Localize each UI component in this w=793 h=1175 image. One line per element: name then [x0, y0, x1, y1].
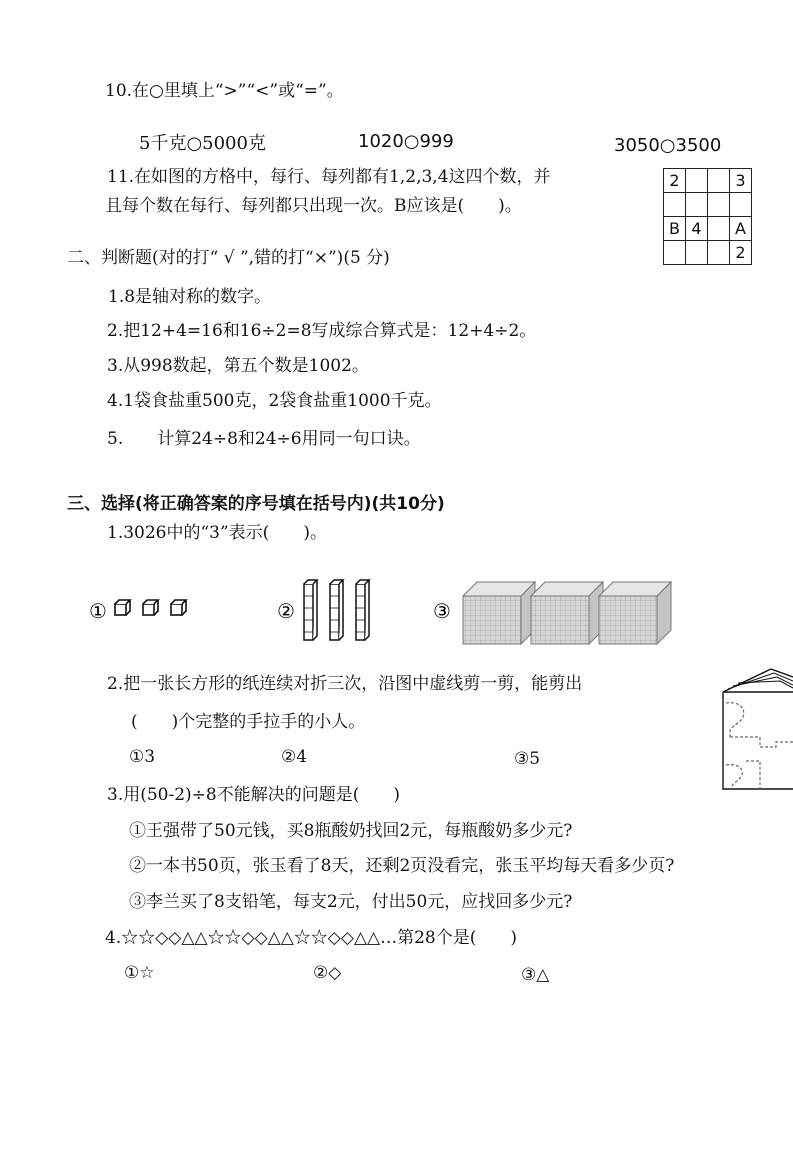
s3-q4-option-3: ③△: [521, 965, 550, 985]
s3-q2-line-1: 2.把一张长方形的纸连续对折三次，沿图中虚线剪一剪，能剪出: [107, 674, 583, 694]
unit-cube: [143, 600, 158, 615]
place-value-figure: [85, 570, 685, 650]
grid-cell: [708, 169, 730, 193]
s3-q2-option-3: ③5: [514, 749, 541, 769]
unit-cube: [115, 600, 130, 615]
grid-cell: [686, 241, 708, 265]
s3-q2-option-2: ②4: [281, 747, 308, 767]
thousand-cube: [531, 582, 603, 644]
ten-rod: [304, 580, 317, 640]
folded-paper-figure: [716, 665, 793, 793]
section2-item-4: 4.1袋食盐重500克，2袋食盐重1000千克。: [107, 391, 442, 411]
grid-cell: 2: [664, 169, 686, 193]
ten-rod: [356, 580, 369, 640]
grid-row: [664, 193, 752, 217]
thousand-cube: [599, 582, 671, 644]
cut-line: [726, 703, 793, 789]
section2-title: 二、判断题(对的打“ √ ”,错的打“×”)(5 分): [67, 248, 390, 268]
q10-item-1: 5千克○5000克: [139, 133, 266, 154]
thousand-cube: [463, 582, 535, 644]
grid-cell: A: [730, 217, 752, 241]
section2-item-5: 5. 计算24÷8和24÷6用同一句口诀。: [107, 429, 421, 449]
s3-q4-option-2: ②◇: [313, 963, 342, 983]
s3-q2-option-1: ①3: [129, 747, 156, 767]
s3-q4-text: 4.☆☆◇◇△△☆☆◇◇△△☆☆◇◇△△…第28个是( ): [105, 928, 518, 948]
grid-row: [664, 241, 752, 265]
option-1-label: ①: [89, 599, 107, 623]
grid-cell: 4: [686, 217, 708, 241]
thousand-cubes: [463, 582, 671, 644]
ten-rods: [304, 580, 369, 640]
s3-q3-option-1: ①王强带了50元钱，买8瓶酸奶找回2元，每瓶酸奶多少元?: [129, 821, 573, 841]
grid-cell: [664, 193, 686, 217]
unit-cube: [171, 600, 186, 615]
grid-cell: [730, 193, 752, 217]
s3-q3-option-3: ③李兰买了8支铅笔，每支2元，付出50元，应找回多少元?: [129, 892, 573, 912]
sudoku-grid: [663, 168, 752, 265]
s3-q2-line-2: ( )个完整的手拉手的小人。: [131, 712, 366, 732]
s3-q3-text: 3.用(50-2)÷8不能解决的问题是( ): [107, 785, 401, 805]
section2-item-1: 1.8是轴对称的数字。: [108, 287, 272, 307]
q11-line-1: 11.在如图的方格中，每行、每列都有1,2,3,4这四个数，并: [107, 167, 551, 187]
option-3-label: ③: [433, 599, 451, 623]
unit-cubes: [115, 600, 186, 615]
option-2-label: ②: [277, 599, 295, 623]
s3-q3-option-2: ②一本书50页，张玉看了8天，还剩2页没看完，张玉平均每天看多少页?: [129, 856, 675, 876]
grid-cell: 3: [730, 169, 752, 193]
grid-cell: [708, 217, 730, 241]
section3-title: 三、选择(将正确答案的序号填在括号内)(共10分): [67, 494, 445, 514]
q10-item-3: 3050○3500: [614, 135, 722, 156]
grid-cell: [686, 169, 708, 193]
section2-item-3: 3.从998数起，第五个数是1002。: [107, 356, 369, 376]
q10-text: 10.在○里填上“>”“<”或“=”。: [105, 81, 344, 101]
q11-line-2: 且每个数在每行、每列都只出现一次。B应该是( )。: [105, 196, 522, 216]
grid-cell: [708, 241, 730, 265]
grid-cell: [664, 241, 686, 265]
s3-q4-option-1: ①☆: [124, 963, 155, 983]
s3-q1-text: 1.3026中的“3”表示( )。: [107, 523, 327, 543]
grid-cell: [708, 193, 730, 217]
q10-item-2: 1020○999: [358, 131, 454, 152]
ten-rod: [330, 580, 343, 640]
grid-row: [664, 217, 752, 241]
grid-cell: [686, 193, 708, 217]
grid-cell: B: [664, 217, 686, 241]
paper-front-edge: [723, 692, 793, 789]
section2-item-2: 2.把12+4=16和16÷2=8写成综合算式是：12+4÷2。: [107, 321, 537, 341]
grid-row: [664, 169, 752, 193]
grid-cell: 2: [730, 241, 752, 265]
